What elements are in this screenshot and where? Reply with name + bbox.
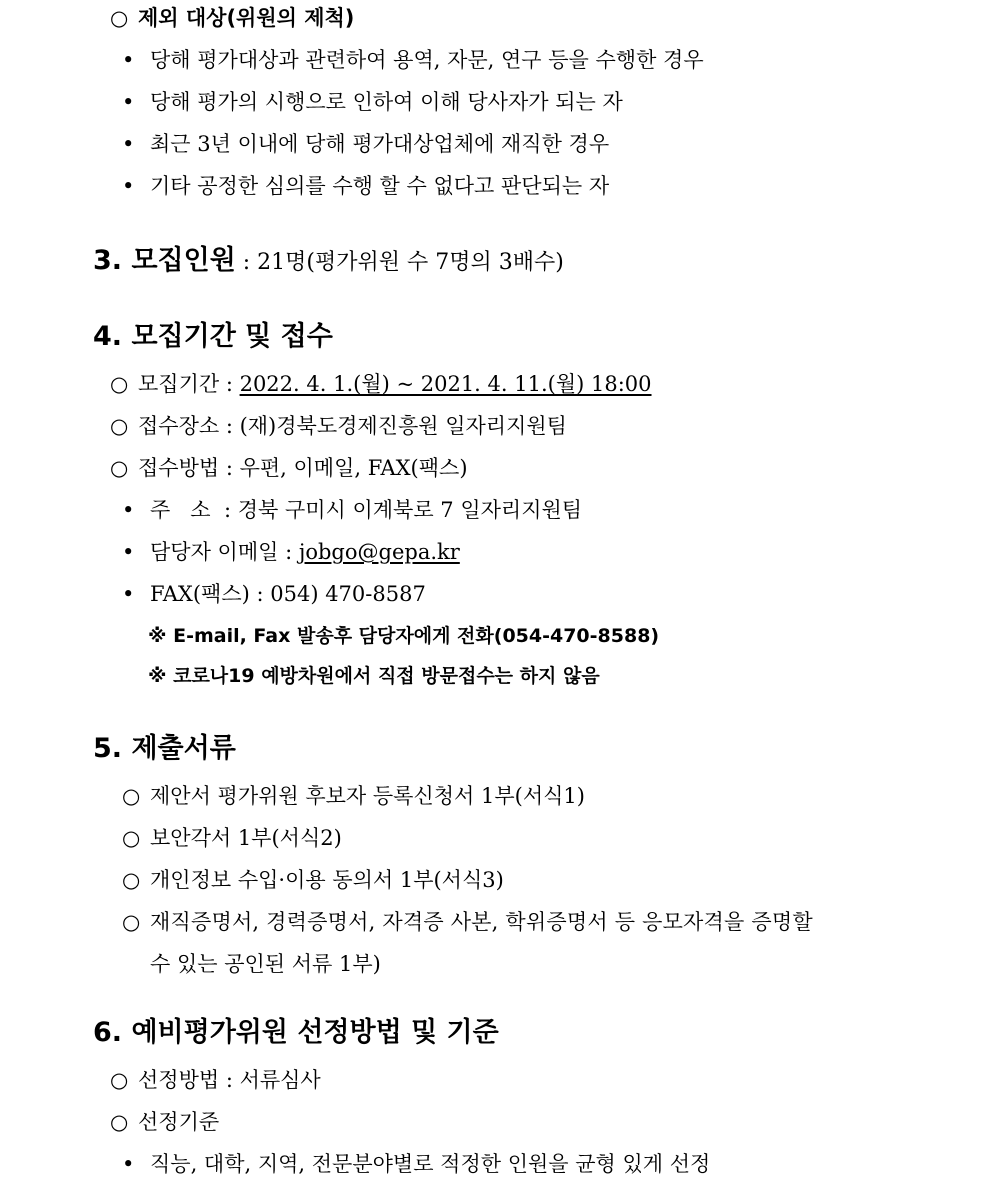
dot-bullet-icon: • [122, 48, 135, 72]
address-line: • 주 소 : 경북 구미시 이계북로 7 일자리지원팀 [122, 498, 583, 522]
email-line: • 담당자 이메일 : jobgo@gepa.kr [122, 540, 460, 564]
period-line: ○ 모집기간 : 2022. 4. 1.(월) ~ 2021. 4. 11.(월) 18:00 [110, 372, 652, 396]
note-covid: ※ 코로나19 예방차원에서 직접 방문접수는 하지 않음 [148, 665, 600, 687]
document-item: ○ 개인정보 수입·이용 동의서 1부(서식3) [122, 868, 504, 892]
dot-bullet-icon: • [122, 174, 135, 198]
place-line: ○ 접수장소 : (재)경북도경제진흥원 일자리지원팀 [110, 414, 567, 438]
email-link[interactable]: jobgo@gepa.kr [298, 540, 460, 564]
dot-bullet-icon: • [122, 132, 135, 156]
section3-heading: 3. 모집인원 : 21명(평가위원 수 7명의 3배수) [93, 245, 564, 276]
dot-bullet-icon: • [122, 540, 135, 564]
circle-bullet-icon: ○ [110, 372, 129, 396]
dot-bullet-icon: • [122, 582, 135, 606]
circle-bullet-icon: ○ [122, 910, 141, 934]
circle-bullet-icon: ○ [110, 456, 129, 480]
document-item: ○ 제안서 평가위원 후보자 등록신청서 1부(서식1) [122, 784, 585, 808]
section6-heading: 6. 예비평가위원 선정방법 및 기준 [93, 1017, 499, 1048]
exclusion-item: • 기타 공정한 심의를 수행 할 수 없다고 판단되는 자 [122, 174, 610, 198]
fax-line: • FAX(팩스) : 054) 470-8587 [122, 582, 426, 606]
selection-method-line: ○ 선정방법 : 서류심사 [110, 1068, 321, 1092]
exclusion-item: • 당해 평가대상과 관련하여 용역, 자문, 연구 등을 수행한 경우 [122, 48, 704, 72]
circle-bullet-icon: ○ [110, 414, 129, 438]
section5-heading: 5. 제출서류 [93, 733, 236, 764]
criteria-item: • 직능, 대학, 지역, 전문분야별로 적정한 인원을 균형 있게 선정 [122, 1152, 711, 1176]
document-item: ○ 보안각서 1부(서식2) [122, 826, 342, 850]
circle-bullet-icon: ○ [110, 6, 129, 30]
document-item-continued: 수 있는 공인된 서류 1부) [150, 952, 381, 976]
circle-bullet-icon: ○ [110, 1068, 129, 1092]
document-item: ○ 재직증명서, 경력증명서, 자격증 사본, 학위증명서 등 응모자격을 증명할 [122, 910, 813, 934]
selection-criteria-line: ○ 선정기준 [110, 1110, 220, 1134]
exclusion-item: • 최근 3년 이내에 당해 평가대상업체에 재직한 경우 [122, 132, 610, 156]
circle-bullet-icon: ○ [122, 784, 141, 808]
method-line: ○ 접수방법 : 우편, 이메일, FAX(팩스) [110, 456, 468, 480]
circle-bullet-icon: ○ [122, 868, 141, 892]
exclusion-item: • 당해 평가의 시행으로 인하여 이해 당사자가 되는 자 [122, 90, 623, 114]
dot-bullet-icon: • [122, 1152, 135, 1176]
dot-bullet-icon: • [122, 498, 135, 522]
section4-heading: 4. 모집기간 및 접수 [93, 321, 333, 352]
exclusion-title: ○ 제외 대상(위원의 제척) [110, 6, 355, 30]
note-contact: ※ E-mail, Fax 발송후 담당자에게 전화(054-470-8588) [148, 625, 660, 647]
dot-bullet-icon: • [122, 90, 135, 114]
circle-bullet-icon: ○ [122, 826, 141, 850]
circle-bullet-icon: ○ [110, 1110, 129, 1134]
